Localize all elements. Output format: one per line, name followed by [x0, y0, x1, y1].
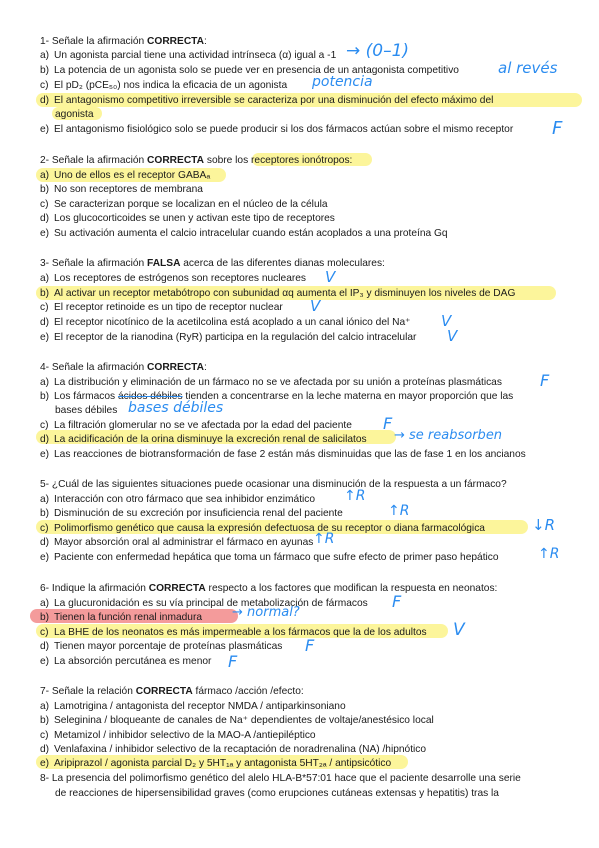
- question-6-option-e: e) La absorción percutánea es menor: [40, 656, 212, 667]
- handwritten-note-q4-d: → se reabsorben: [394, 428, 503, 443]
- question-8-stem-line-1: 8- La presencia del polimorfismo genético del alelo HLA-B*57:01 hace que el paciente desarrolle una serie: [40, 773, 521, 784]
- question-2-option-c: c) Se caracterizan porque se localizan en el núcleo de la célula: [40, 199, 328, 210]
- question-4-option-e: e) Las reacciones de biotransformación de fase 2 están más disminuidas que las de fase 1 en los ancianos: [40, 449, 526, 460]
- question-6-option-c: c) La BHE de los neonatos es más impermeable a los fármacos que la de los adultos: [40, 627, 427, 638]
- handwritten-note-q1-b: al revés: [498, 59, 558, 77]
- handwritten-note-q5-e: ↑R: [538, 546, 560, 562]
- handwritten-note-q6-b: → normal?: [232, 605, 300, 620]
- question-5-stem: 5- ¿Cuál de las siguientes situaciones puede ocasionar una disminución de la respuesta a un fármaco?: [40, 479, 507, 490]
- question-2-option-a: a) Uno de ellos es el receptor GABAₐ: [40, 170, 211, 181]
- question-4-option-c: c) La filtración glomerular no se ve afectada por la edad del paciente: [40, 420, 352, 431]
- question-3-option-a: a) Los receptores de estrógenos son receptores nucleares: [40, 273, 307, 284]
- handwritten-note-q3-e: V: [447, 327, 458, 345]
- handwritten-note-q3-a: V: [325, 268, 336, 286]
- handwritten-note-q6-d: F: [305, 636, 315, 655]
- question-5-option-c: c) Polimorfismo genético que causa la expresión defectuosa de su receptor o diana farmacológica: [40, 523, 485, 534]
- question-2-option-d: d) Los glucocorticoides se unen y activan este tipo de receptores: [40, 213, 335, 224]
- question-7-stem: 7- Señale la relación CORRECTA fármaco /acción /efecto:: [40, 686, 304, 697]
- question-2-option-b: b) No son receptores de membrana: [40, 184, 203, 195]
- question-7-option-b: b) Seleginina / bloqueante de canales de Na⁺ dependientes de voltaje/anestésico local: [40, 715, 434, 726]
- question-1-stem: 1- Señale la afirmación CORRECTA:: [40, 36, 207, 47]
- question-1-option-d-cont: agonista: [55, 109, 94, 120]
- handwritten-note-q6-a: F: [392, 592, 402, 611]
- handwritten-note-q3-c: V: [310, 297, 321, 315]
- question-7-option-a: a) Lamotrigina / antagonista del receptor NMDA / antiparkinsoniano: [40, 701, 346, 712]
- question-7-option-e: e) Aripiprazol / agonista parcial D₂ y 5HT₁ₐ y antagonista 5HT₂ₐ / antipsicótico: [40, 758, 392, 769]
- handwritten-note-q4-c: F: [383, 414, 393, 433]
- question-7-option-c: c) Metamizol / inhibidor selectivo de la MAO-A /antiepiléptico: [40, 730, 316, 741]
- handwritten-note-q5-b: ↑R: [388, 503, 410, 519]
- question-6-option-a: a) La glucuronidación es su vía principal de metabolización de fármacos: [40, 598, 368, 609]
- question-6-stem: 6- Indique la afirmación CORRECTA respecto a los factores que modifican la respuesta en neonatos:: [40, 583, 498, 594]
- question-7-option-d: d) Venlafaxina / inhibidor selectivo de la recaptación de noradrenalina (NA) /hipnótico: [40, 744, 427, 755]
- question-4-option-b-cont: bases débiles: [55, 405, 118, 416]
- question-3-option-c: c) El receptor retinoide es un tipo de receptor nuclear: [40, 302, 283, 313]
- handwritten-note-q6-c: V: [453, 620, 465, 640]
- handwritten-note-q1-c: potencia: [312, 74, 373, 90]
- question-1-option-a: a) Un agonista parcial tiene una actividad intrínseca (α) igual a -1: [40, 50, 337, 61]
- handwritten-note-q5-d: ↑R: [313, 531, 335, 547]
- question-4-option-b: b) Los fármacos ácidos débiles tienden a concentrarse en la leche materna en mayor proporción que las: [40, 391, 514, 402]
- question-6-option-b: b) Tienen la función renal inmadura: [40, 612, 202, 623]
- handwritten-note-q5-a: ↑R: [344, 488, 366, 504]
- question-5-option-e: e) Paciente con enfermedad hepática que toma un fármaco que sufre efecto de primer paso hepático: [40, 552, 499, 563]
- question-1-option-e: e) El antagonismo fisiológico solo se puede producir si los dos fármacos actúan sobre el mismo receptor: [40, 124, 514, 135]
- handwritten-note-q1-e: F: [552, 118, 563, 139]
- question-4-option-d: d) La acidificación de la orina disminuye la excreción renal de salicilatos: [40, 434, 367, 445]
- question-1-option-b: b) La potencia de un agonista solo se puede ver en presencia de un antagonista competitivo: [40, 65, 459, 76]
- question-3-stem: 3- Señale la afirmación FALSA acerca de las diferentes dianas moleculares:: [40, 258, 385, 269]
- handwritten-note-q5-c: ↓R: [532, 516, 555, 534]
- handwritten-note-q1-a: → (0–1): [346, 41, 410, 61]
- question-2-stem: 2- Señale la afirmación CORRECTA sobre los receptores ionótropos:: [40, 155, 353, 166]
- question-3-option-e: e) El receptor de la rianodina (RyR) participa en la regulación del calcio intracelular: [40, 332, 417, 343]
- question-5-option-b: b) Disminución de su excreción por insuficiencia renal del paciente: [40, 508, 343, 519]
- question-8-stem-line-2: de reacciones de hipersensibilidad graves (como erupciones cutáneas extensas y hepatitis) tras la: [55, 788, 499, 799]
- question-4-stem: 4- Señale la afirmación CORRECTA:: [40, 362, 207, 373]
- handwritten-note-q4-a: F: [540, 371, 550, 390]
- question-3-option-b: b) Al activar un receptor metabótropo con subunidad αq aumenta el IP₃ y disminuyen los niveles de DAG: [40, 288, 516, 299]
- question-1-option-d: d) El antagonismo competitivo irreversible se caracteriza por una disminución del efecto máximo del: [40, 95, 494, 106]
- handwritten-note-q6-e: F: [228, 652, 238, 671]
- question-6-option-d: d) Tienen mayor porcentaje de proteínas plasmáticas: [40, 641, 283, 652]
- question-1-option-c: c) El pD₂ (pCE₅₀) nos indica la eficacia de un agonista: [40, 80, 288, 91]
- question-3-option-d: d) El receptor nicotínico de la acetilcolina está acoplado a un canal iónico del Na⁺: [40, 317, 411, 328]
- question-5-option-d: d) Mayor absorción oral al administrar el fármaco en ayunas: [40, 537, 314, 548]
- handwritten-note-q3-d: V: [441, 312, 452, 330]
- question-5-option-a: a) Interacción con otro fármaco que sea inhibidor enzimático: [40, 494, 316, 505]
- question-4-option-a: a) La distribución y eliminación de un fármaco no se ve afectada por su unión a proteínas plasmáticas: [40, 377, 502, 388]
- question-2-option-e: e) Su activación aumenta el calcio intracelular cuando están acoplados a una proteína Gq: [40, 228, 448, 239]
- handwritten-note-q4-b: bases débiles: [128, 400, 224, 416]
